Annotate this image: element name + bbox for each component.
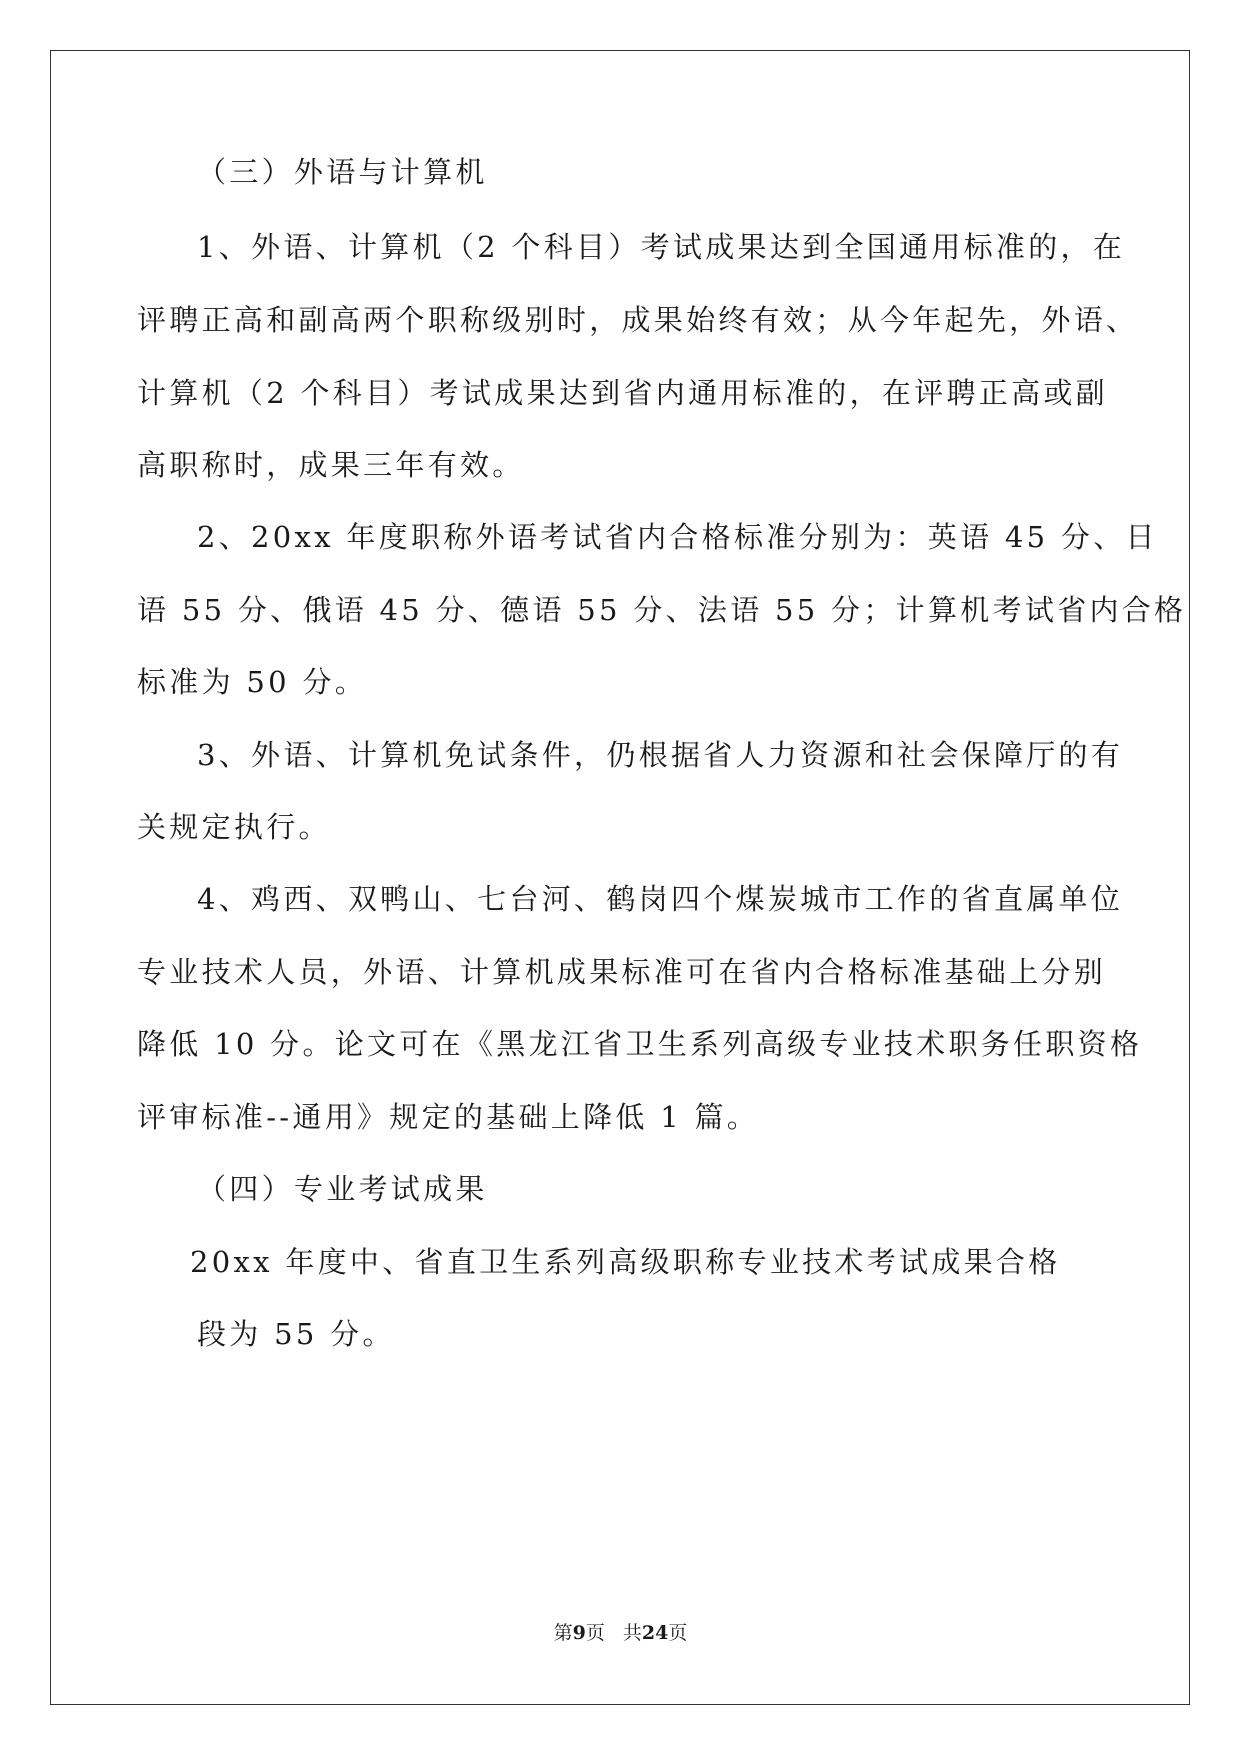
page-prefix: 第 xyxy=(553,1622,573,1644)
paragraph-line: 降低 10 分。论文可在《黑龙江省卫生系列高级专业技术职务任职资格 xyxy=(137,1027,1143,1061)
paragraph-line: 计算机（2 个科目）考试成果达到省内通用标准的，在评聘正高或副 xyxy=(137,376,1108,410)
paragraph-line: 2、20xx 年度职称外语考试省内合格标准分别为：英语 45 分、日 xyxy=(197,520,1158,554)
paragraph-line: 20xx 年度中、省直卫生系列高级职称专业技术考试成果合格 xyxy=(190,1245,1061,1279)
page-footer xyxy=(0,1621,1241,1645)
paragraph-line: 3、外语、计算机免试条件，仍根据省人力资源和社会保障厅的有 xyxy=(197,738,1124,772)
paragraph-line: 评聘正高和副高两个职称级别时，成果始终有效；从今年起先，外语、 xyxy=(137,303,1139,337)
page-suffix: 页 xyxy=(585,1622,605,1644)
page-current: 9 xyxy=(572,1622,586,1644)
paragraph-line: 语 55 分、俄语 45 分、德语 55 分、法语 55 分；计算机考试省内合格 xyxy=(137,593,1187,627)
total-prefix: 共 xyxy=(622,1622,642,1644)
paragraph-line: 标准为 50 分。 xyxy=(137,665,368,699)
paragraph-line: 评审标准--通用》规定的基础上降低 1 篇。 xyxy=(137,1100,760,1134)
paragraph-line: 关规定执行。 xyxy=(137,810,331,844)
total-suffix: 页 xyxy=(668,1622,688,1644)
paragraph-line: 4、鸡西、双鸭山、七台河、鹤岗四个煤炭城市工作的省直属单位 xyxy=(197,882,1124,916)
section-heading-3: （三）外语与计算机 xyxy=(197,155,488,189)
paragraph-line: 高职称时，成果三年有效。 xyxy=(137,448,525,482)
paragraph-line: 段为 55 分。 xyxy=(197,1317,395,1351)
page-total: 24 xyxy=(641,1622,669,1644)
paragraph-line: 专业技术人员，外语、计算机成果标准可在省内合格标准基础上分别 xyxy=(137,955,1107,989)
page-border xyxy=(50,50,1190,1705)
paragraph-line: 1、外语、计算机（2 个科目）考试成果达到全国通用标准的，在 xyxy=(197,230,1126,264)
section-heading-4: （四）专业考试成果 xyxy=(197,1172,488,1206)
